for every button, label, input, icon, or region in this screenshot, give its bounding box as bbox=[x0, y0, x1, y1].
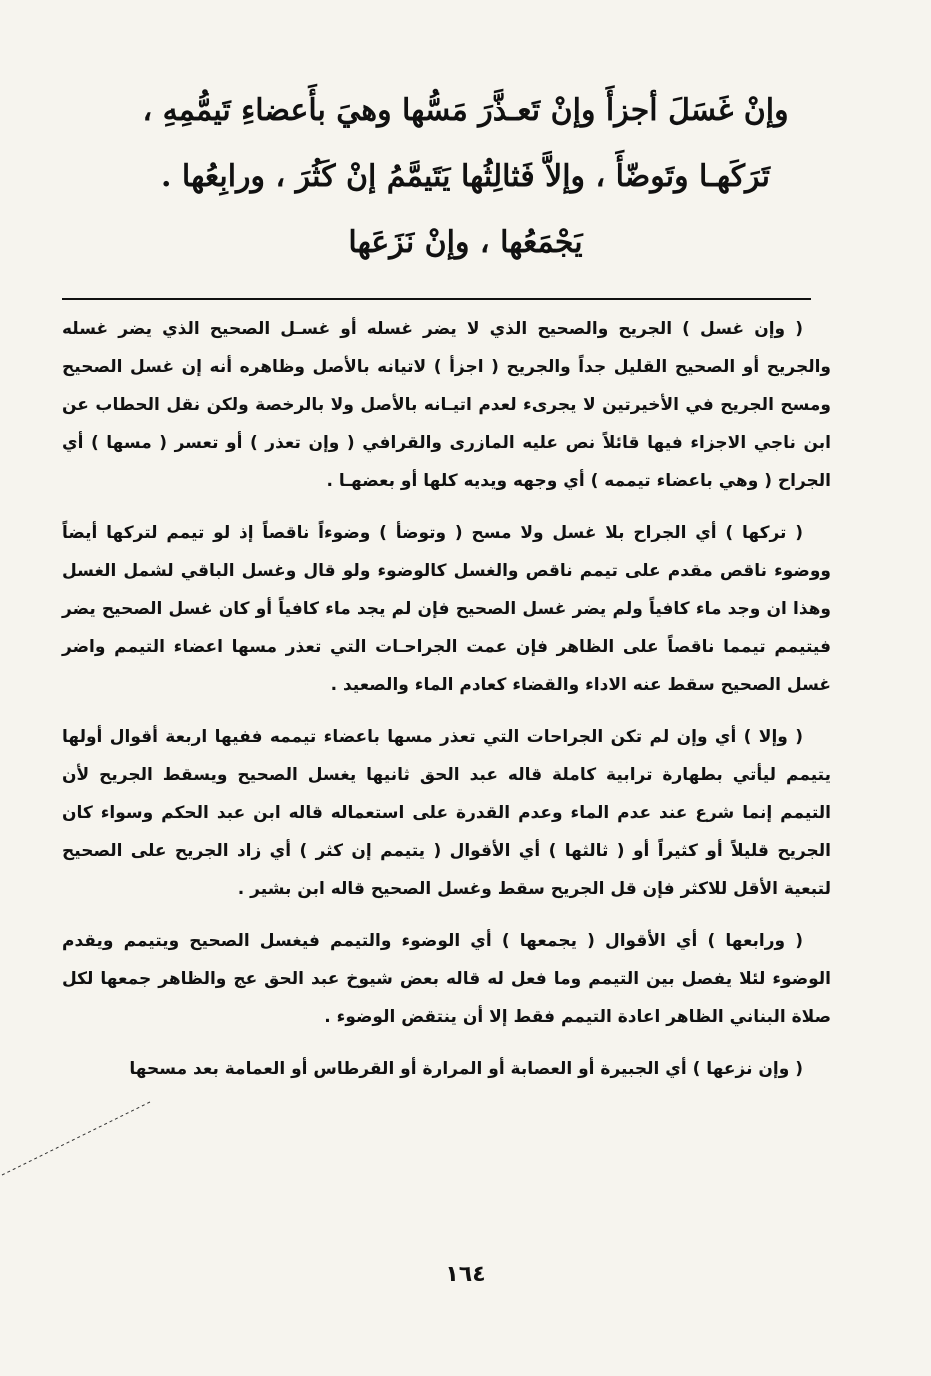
commentary-paragraph: ( وإن نزعها ) أي الجبيرة أو العصابة أو المرارة أو القرطاس أو العمامة بعد مسحها bbox=[129, 1059, 803, 1079]
commentary-paragraph: ( ورابعها ) أي الأقوال ( يجمعها ) أي الوضوء والتيمم فيغسل الصحيح ويتيمم ويقدم الوضوء لئلا يفصل بين التيمم وما فعل له قاله بعض شيوخ عبد الحق عج والظاهر جمعها لكل صلاة البناني الظاهر اعادة التيمم فقط إلا أن ينتقض الوضوء . bbox=[62, 931, 831, 1027]
commentary-paragraph: ( وإن غسل ) الجريح والصحيح الذي لا يضر غسله أو غسـل الصحيح الذي يضر غسله والجريح أو الصحيح القليل جداً والجريح ( اجزأ ) لاتيانه بالأصل وظاهره أنه إن غسل الصحيح ومسح الجريح في الأخيرتين لا يجرىء لعدم اتيـانه بالأصل ولا بالرخصة ولكن نقل الحطاب عن ابن ناجي الاجزاء فيها قائلاً نص عليه المازرى والقرافي ( وإن تعذر ) أو تعسر ( مسها ) أي الجراح ( وهي باعضاء تيممه ) أي وجهه ويديه كلها أو بعضهـا . bbox=[62, 319, 831, 491]
separator-rule bbox=[62, 298, 811, 300]
matn-verse bbox=[60, 78, 871, 276]
verse-line: تَرَكَهـا وتَوضّأَ ، وإلاَّ فَثالِثُها يَتَيمَّمُ إنْ كَثُرَ ، ورابِعُها . bbox=[161, 159, 770, 194]
verse-line: وإنْ غَسَلَ أجزأَ وإنْ تَعـذَّرَ مَسُّها وهيَ بأَعضاءِ تَيمُّمِهِ ، bbox=[142, 93, 789, 128]
verse-line: يَجْمَعُها ، وإنْ نَزَعَها bbox=[348, 225, 583, 260]
pen-scratch-mark bbox=[0, 1090, 160, 1180]
commentary-paragraph: ( وإلا ) أي وإن لم تكن الجراحات التي تعذر مسها باعضاء تيممه ففيها اربعة أقوال أولها يتيمم ليأتي بطهارة ترابية كاملة قاله عبد الحق ثانيها يغسل الصحيح ويسقط الجريح لأن التيمم إنما شرع عند عدم الماء وعدم القدرة على استعماله قاله ابن عبد الحكم وسواء كان الجريح قليلاً أو كثيراً أو ( ثالثها ) أي الأقوال ( يتيمم إن كثر ) أي زاد الجريح على الصحيح لتبعية الأقل للاكثر فإن قل الجريح سقط وغسل الصحيح قاله ابن بشير . bbox=[62, 727, 831, 899]
commentary-paragraph: ( تركها ) أي الجراح بلا غسل ولا مسح ( وتوضأ ) وضوءاً ناقصاً إذ لو تيمم لتركها أيضاً ووضوء ناقص مقدم على تيمم ناقص والغسل كالوضوء ولو قال وغسل الباقي لشمل الغسل وهذا ان وجد ماء كافياً ولم يضر غسل الصحيح فإن لم يجد ماء كافياً أو كان غسل الصحيح يضر فيتيمم تيمما ناقصاً على الظاهر فإن عمت الجراحـات التي تعذر مسها اعضاء التيمم واضر غسل الصحيح سقط عنه الاداء والقضاء كعادم الماء والصعيد . bbox=[62, 523, 831, 695]
page-number: ١٦٤ bbox=[445, 1262, 486, 1287]
commentary-text bbox=[62, 310, 831, 1102]
